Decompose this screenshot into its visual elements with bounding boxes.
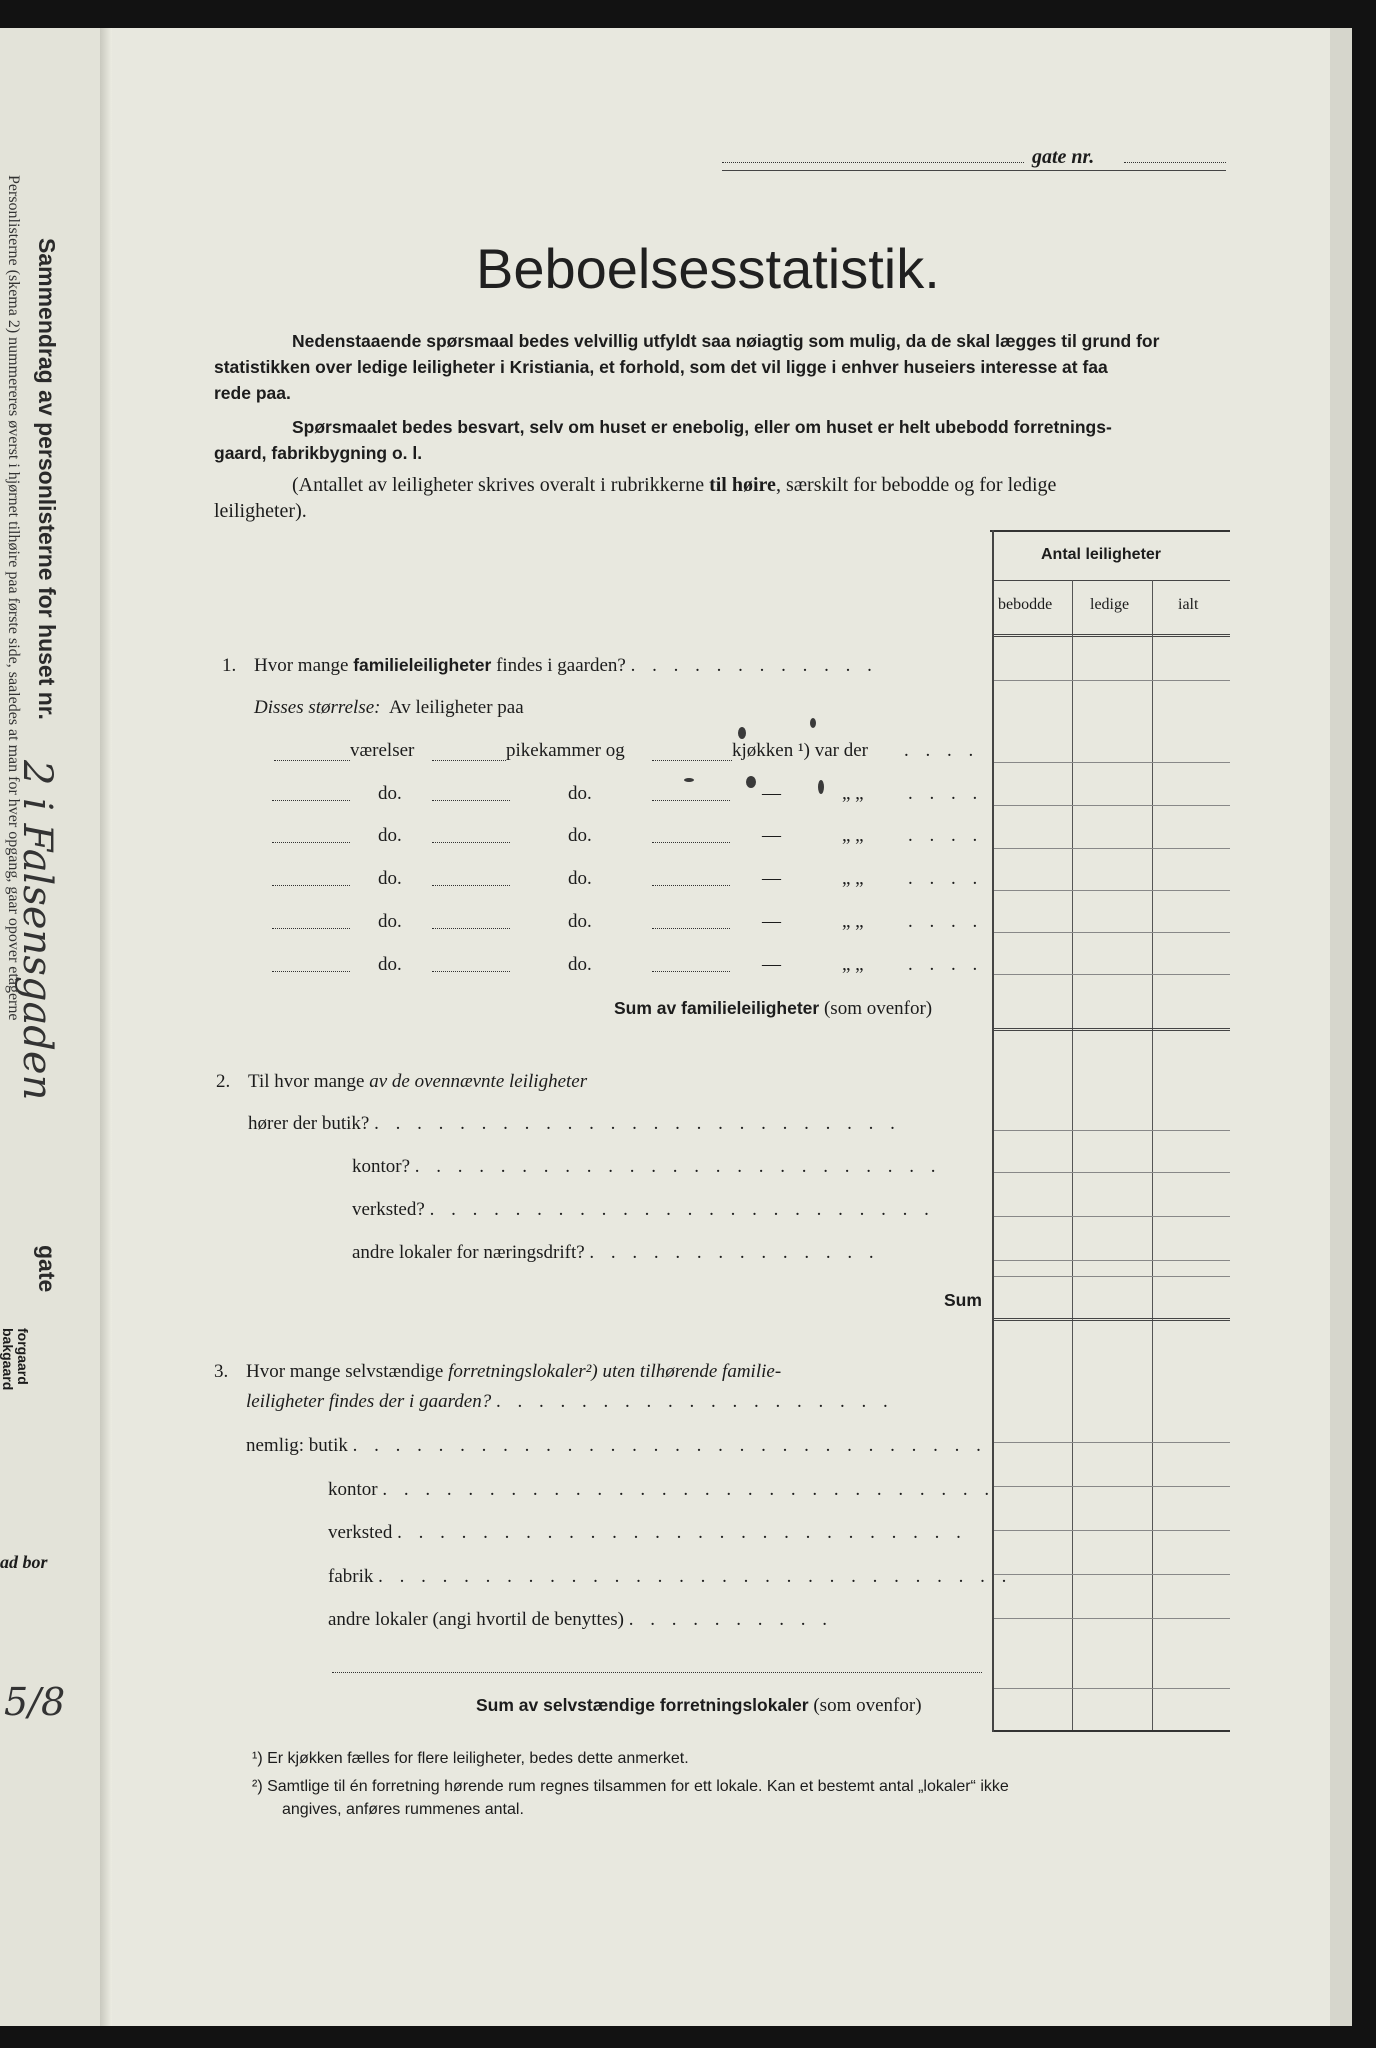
label-pikekammer: pikekammer og — [506, 740, 625, 761]
col-bebodde: bebodde — [998, 596, 1053, 613]
page-title: Beboelsesstatistik. — [476, 237, 940, 300]
sum-rule — [994, 1318, 1230, 1321]
dash: — — [762, 783, 781, 804]
row-rule — [994, 1276, 1230, 1277]
dot-leader: . . . . — [908, 825, 984, 846]
q3-verksted: verksted . . . . . . . . . . . . . . . . . . . . . . . . . . . — [328, 1522, 967, 1543]
row-rule — [994, 932, 1230, 933]
dot-leader: . . . . — [904, 740, 980, 761]
table-header: Antal leiligheter — [1041, 546, 1162, 563]
intro-line-4: Spørsmaalet bedes besvart, selv om huset er enebolig, eller om huset er helt ubebodd forretnings- — [292, 417, 1112, 437]
do-label: do. — [378, 911, 402, 932]
margin-bakgaard: bakgaard — [0, 1328, 16, 1391]
row-rule — [994, 1216, 1230, 1217]
gate-header-rule — [722, 170, 1226, 171]
q3-other-input-line — [332, 1672, 982, 1673]
table-columns-rule — [994, 634, 1230, 637]
do-label: do. — [568, 825, 592, 846]
do-line — [652, 885, 730, 886]
do-label: do. — [378, 783, 402, 804]
ditto-marks: „ „ — [842, 954, 864, 975]
table-divider-1 — [1072, 580, 1073, 1732]
intro-line-7: leiligheter). — [214, 500, 307, 522]
row-rule — [994, 1618, 1230, 1619]
page-edge — [1330, 28, 1352, 2026]
label-kjokken: kjøkken ¹) var der — [732, 740, 869, 761]
table-top-rule — [990, 530, 1230, 532]
binding-spine — [100, 28, 112, 2026]
q3-kontor: kontor . . . . . . . . . . . . . . . . . . . . . . . . . . . . . — [328, 1479, 996, 1500]
do-line — [432, 842, 510, 843]
ink-stain — [818, 780, 824, 794]
do-label: do. — [568, 868, 592, 889]
dot-leader: . . . . — [908, 954, 984, 975]
table-header-rule — [994, 580, 1230, 581]
label-vaerelser: værelser — [350, 740, 415, 761]
ink-stain — [684, 778, 694, 782]
table-divider-2 — [1152, 580, 1153, 1732]
row-rule — [994, 974, 1230, 975]
do-line — [432, 885, 510, 886]
q2-sum: Sum — [944, 1290, 982, 1310]
rooms-input-line — [274, 760, 350, 761]
margin-gate-label: gate — [34, 1245, 60, 1293]
do-line — [272, 971, 350, 972]
margin-handwritten-address: 2 i Falsensgaden — [14, 760, 60, 1101]
q2-text: Til hvor mange av de ovennævnte leiligheter — [248, 1071, 588, 1092]
intro-line-2: statistikken over ledige leiligheter i Kristiania, et forhold, som det vil ligge i enhver huseiers interesse at faa — [214, 357, 1108, 377]
row-rule — [994, 1260, 1230, 1261]
row-rule — [994, 1486, 1230, 1487]
do-line — [432, 800, 510, 801]
dash: — — [762, 954, 781, 975]
table-bottom-rule — [994, 1730, 1230, 1732]
ditto-marks: „ „ — [842, 783, 864, 804]
do-line — [432, 928, 510, 929]
gate-name-line — [722, 162, 1024, 163]
q3-text-line2: leiligheter findes der i gaarden? . . . . . . . . . . . . . . . . . . . — [246, 1391, 894, 1412]
q2-andre: andre lokaler for næringsdrift? . . . . . . . . . . . . . . — [352, 1242, 880, 1263]
maid-rooms-input-line — [432, 760, 506, 761]
dash: — — [762, 868, 781, 889]
q1-text: Hvor mange familieleiligheter findes i gaarden? . . . . . . . . . . . . — [254, 655, 878, 676]
footnote-2-cont: angives, anføres rummenes antal. — [282, 1801, 524, 1818]
intro-line-3: rede paa. — [214, 383, 291, 403]
dot-leader: . . . . — [908, 911, 984, 932]
footnote-1: ¹) Er kjøkken fælles for flere leiligheter, bedes dette anmerket. — [252, 1750, 689, 1767]
dot-leader: . . . . — [908, 868, 984, 889]
intro-line-5: gaard, fabrikbygning o. l. — [214, 443, 423, 463]
row-rule — [994, 1530, 1230, 1531]
do-line — [652, 800, 730, 801]
intro-line-1: Nedenstaaende spørsmaal bedes velvillig utfyldt saa nøiagtig som mulig, da de skal lægges til grund for — [292, 331, 1160, 351]
document-page — [112, 28, 1344, 2026]
do-line — [272, 842, 350, 843]
sum-rule — [994, 1028, 1230, 1031]
gate-nr-label: gate nr. — [1032, 146, 1095, 168]
q2-verksted: verksted? . . . . . . . . . . . . . . . . . . . . . . . . — [352, 1199, 935, 1220]
q1-sum: Sum av familieleiligheter (som ovenfor) — [614, 998, 933, 1019]
q3-andre: andre lokaler (angi hvortil de benyttes) . . . . . . . . . . — [328, 1609, 833, 1630]
q1-number: 1. — [222, 655, 237, 676]
q2-number: 2. — [216, 1071, 231, 1092]
q1-size-line: Disses størrelse: Av leiligheter paa — [254, 697, 524, 718]
do-line — [272, 885, 350, 886]
do-line — [652, 842, 730, 843]
do-label: do. — [378, 954, 402, 975]
do-label: do. — [568, 783, 592, 804]
q3-sum: Sum av selvstændige forretningslokaler (som ovenfor) — [476, 1695, 922, 1716]
do-line — [432, 971, 510, 972]
do-label: do. — [568, 911, 592, 932]
row-rule — [994, 848, 1230, 849]
do-label: do. — [378, 868, 402, 889]
table-left-border — [992, 530, 994, 1732]
margin-handwritten-number: 5/8 — [4, 1680, 66, 1724]
q2-kontor: kontor? . . . . . . . . . . . . . . . . . . . . . . . . . — [352, 1156, 942, 1177]
ditto-marks: „ „ — [842, 825, 864, 846]
row-rule — [994, 1130, 1230, 1131]
do-label: do. — [568, 954, 592, 975]
intro-line-6: (Antallet av leiligheter skrives overalt i rubrikkerne til høire, særskilt for bebodde og for ledige — [292, 474, 1057, 496]
do-line — [652, 971, 730, 972]
do-label: do. — [378, 825, 402, 846]
margin-summary-title: Sammendrag av personlisterne for huset nr. — [34, 238, 60, 720]
do-line — [272, 928, 350, 929]
q2-butik: hører der butik? . . . . . . . . . . . . . . . . . . . . . . . . . — [248, 1113, 901, 1134]
row-rule — [994, 680, 1230, 681]
col-ledige: ledige — [1090, 596, 1130, 613]
dash: — — [762, 911, 781, 932]
margin-ad-bor: ad bor — [0, 1552, 48, 1572]
ink-stain — [746, 776, 756, 788]
do-line — [652, 928, 730, 929]
margin-instructions: Personlisterne (skema 2) nummereres øverst i hjørnet tilhøire paa første side, saaledes at man for hver opgang, gaar opover etagerne — [5, 175, 22, 1021]
q3-text-line1: Hvor mange selvstændige forretningslokaler²) uten tilhørende familie- — [246, 1361, 782, 1382]
q3-fabrik: fabrik . . . . . . . . . . . . . . . . . . . . . . . . . . . . . . — [328, 1566, 1013, 1587]
ditto-marks: „ „ — [842, 868, 864, 889]
do-line — [272, 800, 350, 801]
ditto-marks: „ „ — [842, 911, 864, 932]
dot-leader: . . . . — [908, 783, 984, 804]
margin-forgaard: forgaard — [15, 1328, 31, 1385]
kitchen-input-line — [652, 760, 732, 761]
col-ialt: ialt — [1178, 596, 1199, 613]
ink-stain — [738, 727, 746, 739]
row-rule — [994, 1442, 1230, 1443]
row-rule — [994, 1688, 1230, 1689]
q3-number: 3. — [214, 1361, 229, 1382]
row-rule — [994, 890, 1230, 891]
dash: — — [762, 825, 781, 846]
gate-number-line — [1124, 162, 1226, 163]
row-rule — [994, 762, 1230, 763]
row-rule — [994, 1172, 1230, 1173]
row-rule — [994, 805, 1230, 806]
footnote-2: ²) Samtlige til én forretning hørende rum regnes tilsammen for ett lokale. Kan et bestemt antal „lokaler“ ikke — [252, 1778, 1009, 1795]
row-rule — [994, 1574, 1230, 1575]
ink-stain — [810, 718, 816, 728]
q3-butik: nemlig: butik . . . . . . . . . . . . . . . . . . . . . . . . . . . . . . — [246, 1435, 987, 1456]
